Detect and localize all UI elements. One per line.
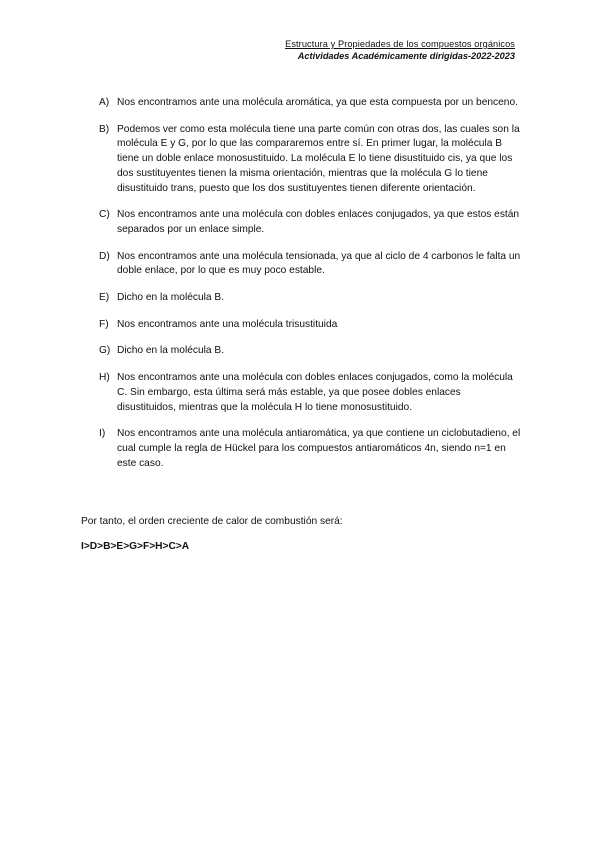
list-item: [99, 344, 522, 359]
item-text: Nos encontramos ante una molécula antiaromática, ya que contiene un ciclobutadieno, el cual cumple la regla de Hückel para los compuestos antiaromáticos 4n, siendo n=1 en este caso.: [117, 428, 521, 469]
header-title: Estructura y Propiedades de los compuestos orgánicos: [285, 39, 515, 49]
item-marker: B): [99, 123, 110, 135]
header-subtitle: Actividades Académicamente dirigidas-2022-2023: [297, 51, 515, 61]
item-text: Nos encontramos ante una molécula con dobles enlaces conjugados, como la molécula C. Sin embargo, esta última será más estable, ya que posee dobles enlaces disustituidos, mientras que la molécula H lo tiene monosustituido.: [117, 372, 513, 413]
item-marker: C): [99, 209, 110, 221]
combustion-order: I>D>B>E>G>F>H>C>A: [81, 541, 190, 552]
page-header: [285, 38, 515, 62]
item-marker: I): [99, 428, 106, 440]
item-marker: D): [99, 250, 110, 262]
item-text: Dicho en la molécula B.: [117, 345, 225, 357]
list-item: [99, 250, 522, 279]
list-item: [99, 371, 522, 415]
item-marker: G): [99, 345, 111, 357]
conclusion-text: Por tanto, el orden creciente de calor de combustión será:: [81, 516, 343, 527]
item-text: Nos encontramos ante una molécula tensionada, ya que al ciclo de 4 carbonos le falta un doble enlace, por lo que es muy poco estable.: [117, 250, 521, 277]
list-item: [99, 427, 522, 471]
answer-list: [99, 96, 522, 483]
item-text: Dicho en la molécula B.: [117, 292, 225, 304]
item-marker: A): [99, 97, 110, 108]
list-item: [99, 318, 522, 333]
list-item: [99, 123, 522, 197]
item-text: Nos encontramos ante una molécula con dobles enlaces conjugados, ya que estos están separados por un enlace simple.: [117, 209, 520, 235]
item-text: Nos encontramos ante una molécula aromática, ya que esta compuesta por un benceno.: [117, 97, 518, 108]
list-item: [99, 208, 522, 237]
item-marker: F): [99, 318, 109, 330]
item-text: Podemos ver como esta molécula tiene una parte común con otras dos, las cuales son la molécula E y G, por lo que las compararemos entre sí. En primer lugar, la molécula B tiene un doble enlace monosustituido. La molécula E lo tiene disustituido cis, ya que los dos sustituyentes tienen la misma orientación, mientras que la molécula G lo tiene disustituido trans, puesto que los dos sustituyentes tienen diferente orientación.: [117, 123, 520, 194]
list-item: [99, 291, 522, 306]
item-marker: H): [99, 372, 110, 384]
list-item: [99, 96, 522, 111]
item-marker: E): [99, 292, 110, 304]
item-text: Nos encontramos ante una molécula trisustituida: [117, 318, 338, 330]
